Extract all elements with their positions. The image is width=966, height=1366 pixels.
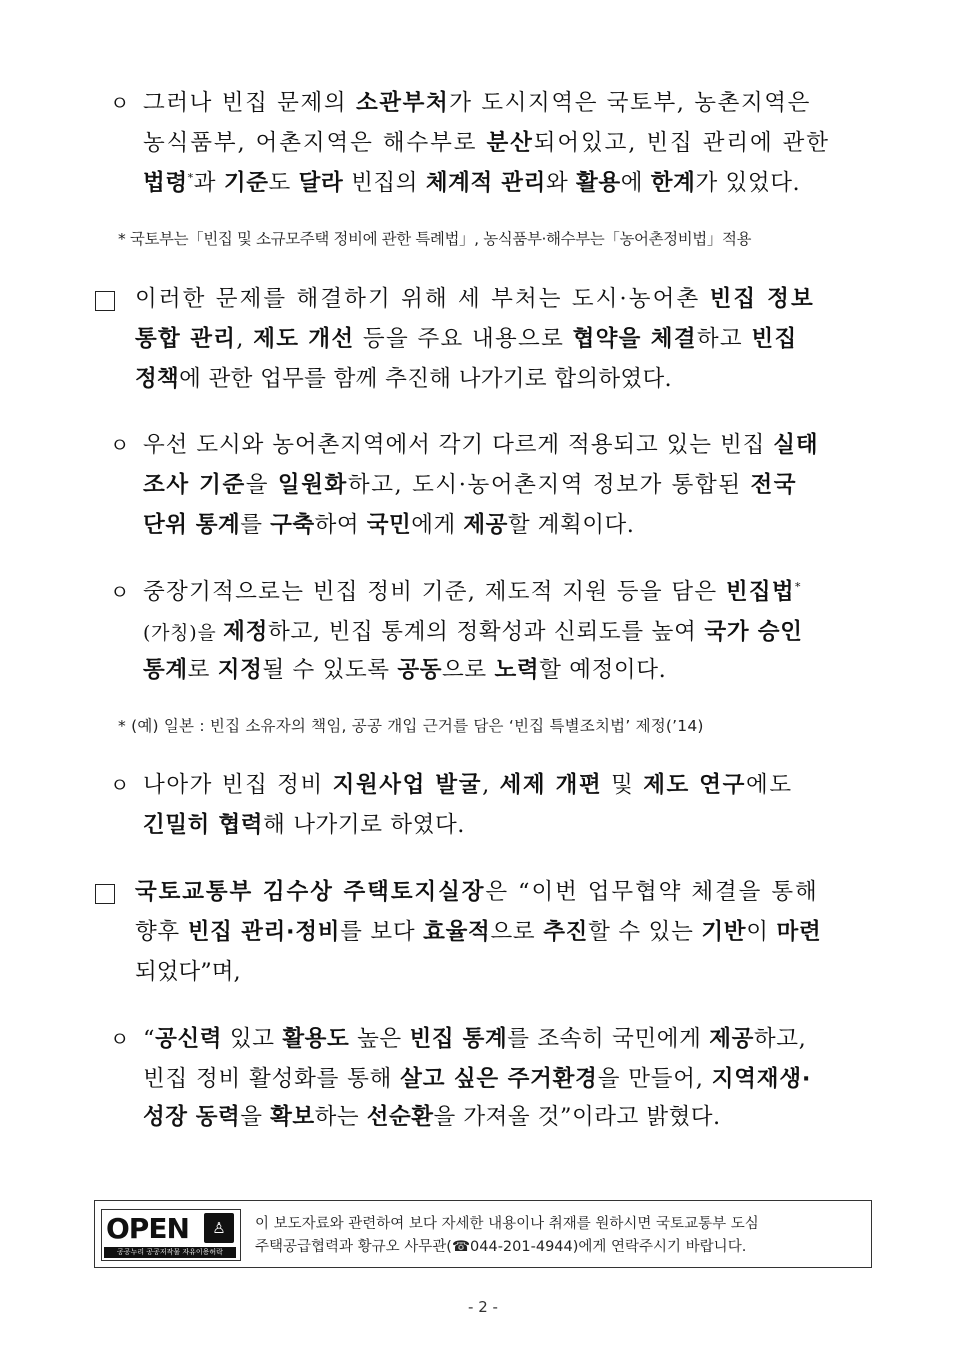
circle-bullet: ㅇ	[110, 91, 130, 115]
person-icon: ♙	[204, 1213, 234, 1243]
contact-text-line-2: 주택공급협력과 황규오 사무관(☎044-201-4944)에게 연락주시기 바랍니다.	[255, 1239, 747, 1255]
circle-bullet: ㅇ	[110, 1027, 130, 1051]
contact-text-line-1: 이 보도자료와 관련하여 보다 자세한 내용이나 취재를 원하시면 국토교통부 도심	[255, 1216, 759, 1232]
kogl-open-logo	[101, 1209, 241, 1261]
circle-bullet: ㅇ	[110, 433, 130, 457]
page-number: - 2 -	[468, 1298, 498, 1316]
open-logo-strip: 공공누리 공공저작물 자유이용허락	[104, 1247, 236, 1258]
footnote-1: * 국토부는「빈집 및 소규모주택 정비에 관한 특례법」, 농식품부·해수부는「농어촌정비법」적용	[118, 230, 752, 248]
square-bullet	[95, 884, 115, 904]
document-page: ㅇ 그러나 빈집 문제의 소관부처가 도시지역은 국토부, 농촌지역은 농식품부, 어촌지역은 해수부로 분산되어있고, 빈집 관리에 관한 법령*과 기준도 달라 빈집의 체계적 관리와 활용에 한계가 있었다. * 국토부는「빈집 및 소규모주택 정비에 관한 특례법」, 농식품부·해수부는「농어촌정비법」적용 이러한 문제를 해결하기 위해 세 부처는 도시·농어촌 빈집 정보 통합 관리, 제도 개선 등을 주요 내용으로 협약을 체결하고 빈집 정책에 관한 업무를 함께 추진해 나가기로 합의하였다. ㅇ 우선 도시와 농어촌지역에서 각기 다르게 적용되고 있는 빈집 실태 조사 기준을 일원화하고, 도시·농어촌지역 정보가 통합된 전국 단위 통계를 구축하여 국민에게 제공할 계획이다. ㅇ 중장기적으로는 빈집 정비 기준, 제도적 지원 등을 담은 빈집법* (가칭)을 제정하고, 빈집 통계의 정확성과 신뢰도를 높여 국가 승인 통계로 지정될 수 있도록 공동으로 노력할 예정이다. * (예) 일본 : 빈집 소유자의 책임, 공공 개입 근거를 담은 ‘빈집 특별조치법’ 제정(’14) ㅇ 나아가 빈집 정비 지원사업 발굴, 세제 개편 및 제도 연구에도 긴밀히 협력해 나가기로 하였다. 국토교통부 김수상 주택토지실장은 “이번 업무협약 체결을 통해 향후 빈집 관리·정비를 보다 효율적으로 추진할 수 있는 기반이 마련 되었다”며, ㅇ “공신력 있고 활용도 높은 빈집 통계를 조속히 국민에게 제공하고, 빈집 정비 활성화를 통해 살고 싶은 주거환경을 만들어, 지역재생· 성장 동력을 확보하는 선순환을 가져올 것”이라고 밝혔다. OPEN ♙ 공공누리 공공저작물 자유이용허락 이 보도자료와 관련하여 보다 자세한 내용이나 취재를 원하시면 국토교통부 도심 주택공급협력과 황규오 사무관(☎044-201-4944)에게 연락주시기 바랍니다. - 2 -	[0, 0, 966, 1366]
circle-bullet: ㅇ	[110, 773, 130, 797]
square-bullet	[95, 291, 115, 311]
contact-box	[94, 1200, 872, 1268]
open-logo-text: OPEN	[106, 1212, 189, 1245]
circle-bullet: ㅇ	[110, 580, 130, 604]
footnote-2: * (예) 일본 : 빈집 소유자의 책임, 공공 개입 근거를 담은 ‘빈집 특별조치법’ 제정(’14)	[118, 717, 704, 735]
